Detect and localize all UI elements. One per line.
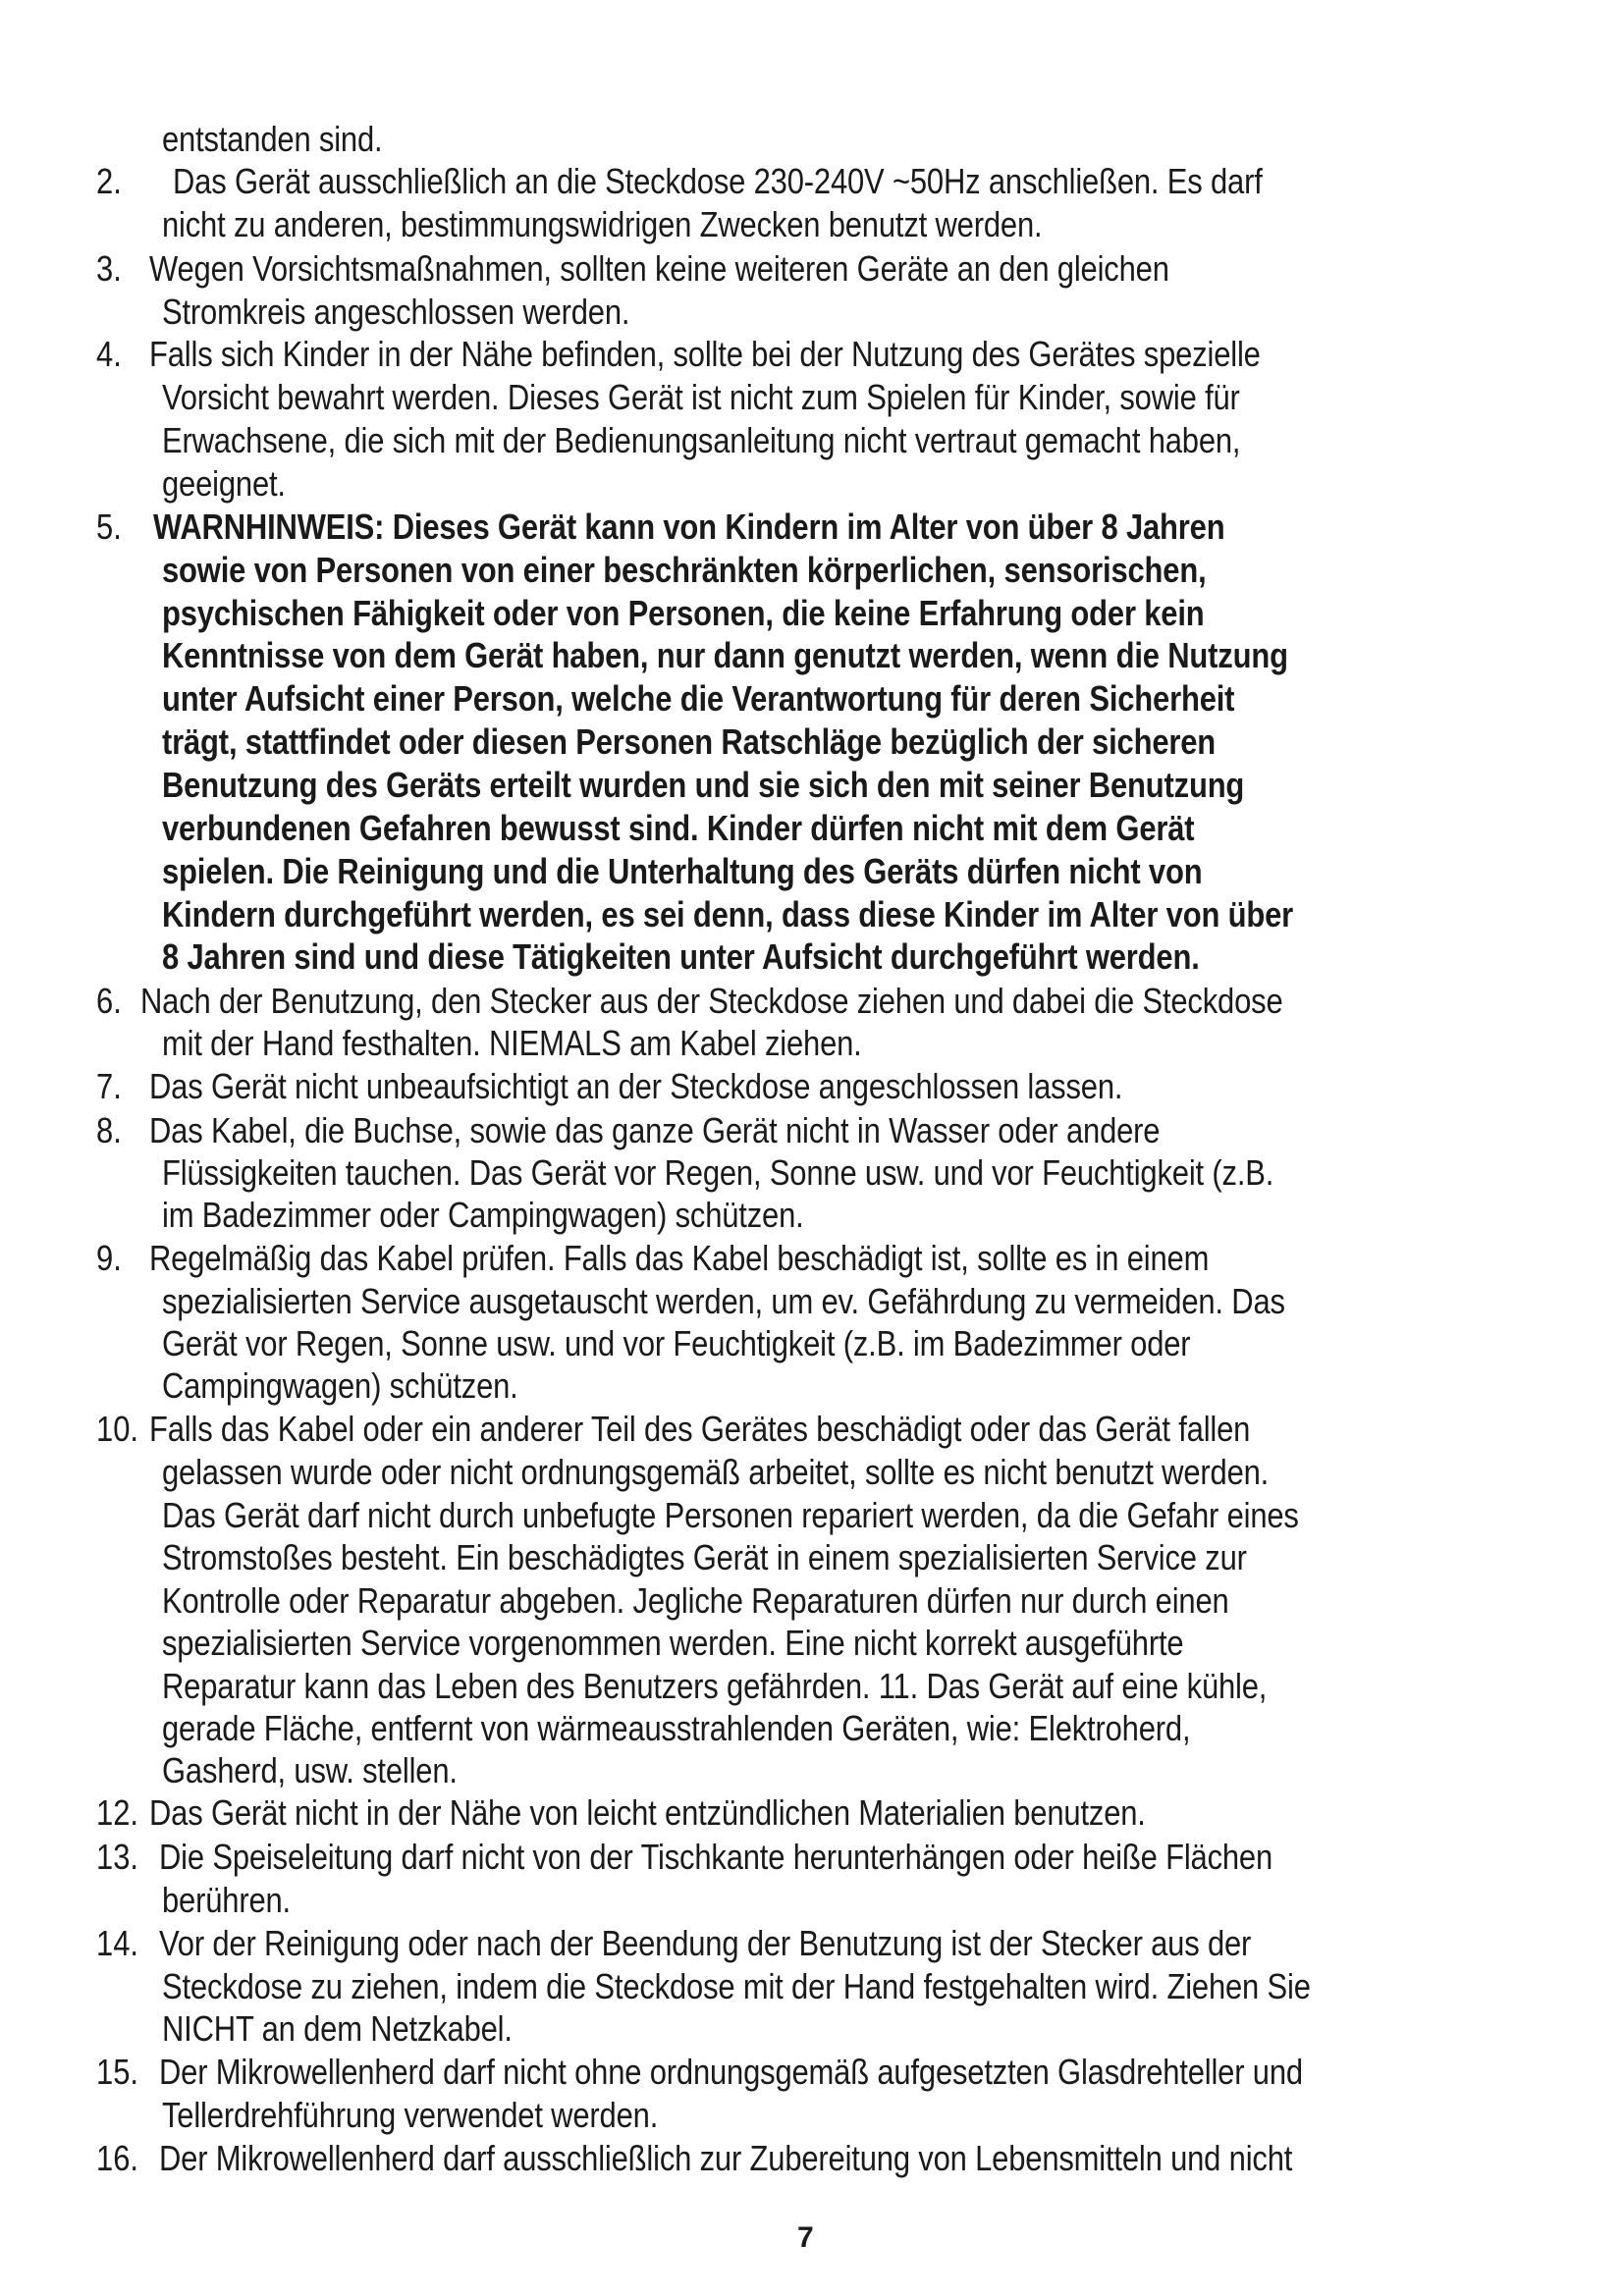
text-line: Vor der Reinigung oder nach der Beendung der Benutzung ist der Stecker aus der: [159, 1923, 1252, 1963]
warning-line: 8 Jahren sind und diese Tätigkeiten unter Aufsicht durchgeführt werden.: [162, 936, 1200, 977]
text-line: Regelmäßig das Kabel prüfen. Falls das Kabel beschädigt ist, sollte es in einem: [149, 1238, 1210, 1278]
item-number-14: 14.: [96, 1923, 139, 1963]
item-number-10: 10.: [96, 1409, 139, 1449]
item-number-8: 8.: [96, 1110, 122, 1150]
text-line: Falls sich Kinder in der Nähe befinden, sollte bei der Nutzung des Gerätes spezielle: [149, 334, 1261, 374]
text-line: spezialisierten Service vorgenommen werden. Eine nicht korrekt ausgeführte: [162, 1623, 1184, 1663]
text-line: Tellerdrehführung verwendet werden.: [162, 2095, 659, 2135]
text-line: mit der Hand festhalten. NIEMALS am Kabel ziehen.: [162, 1023, 862, 1063]
warning-line: Kenntnisse von dem Gerät haben, nur dann genutzt werden, wenn die Nutzung: [162, 635, 1288, 675]
item-number-4: 4.: [96, 334, 122, 374]
page-number: 7: [797, 2221, 814, 2254]
item-number-15: 15.: [96, 2052, 139, 2092]
text-line: Das Gerät nicht in der Nähe von leicht entzündlichen Materialien benutzen.: [149, 1792, 1146, 1833]
text-line: Gasherd, usw. stellen.: [162, 1750, 458, 1790]
text-line: Reparatur kann das Leben des Benutzers gefährden. 11. Das Gerät auf eine kühle,: [162, 1666, 1268, 1706]
text-line: spezialisierten Service ausgetauscht werden, um ev. Gefährdung zu vermeiden. Das: [162, 1281, 1285, 1321]
text-line: Erwachsene, die sich mit der Bedienungsanleitung nicht vertraut gemacht haben,: [162, 420, 1241, 460]
text-line: Der Mikrowellenherd darf nicht ohne ordnungsgemäß aufgesetzten Glasdrehteller und: [159, 2052, 1303, 2092]
item-number-5: 5.: [96, 507, 122, 547]
item-number-2: 2.: [96, 161, 122, 201]
text-line: Das Gerät darf nicht durch unbefugte Personen repariert werden, da die Gefahr eines: [162, 1495, 1299, 1535]
text-line: Der Mikrowellenherd darf ausschließlich zur Zubereitung von Lebensmitteln und nicht: [159, 2138, 1293, 2178]
warning-line: trägt, stattfindet oder diesen Personen Ratschläge bezüglich der sicheren: [162, 721, 1217, 762]
text-line: Wegen Vorsichtsmaßnahmen, sollten keine weiteren Geräte an den gleichen: [149, 248, 1169, 289]
item-number-6: 6.: [96, 981, 122, 1021]
text-line: Vorsicht bewahrt werden. Dieses Gerät ist nicht zum Spielen für Kinder, sowie für: [162, 377, 1240, 417]
text-line: Stromstoßes besteht. Ein beschädigtes Gerät in einem spezialisierten Service zur: [162, 1537, 1247, 1577]
text-line: Nach der Benutzung, den Stecker aus der Steckdose ziehen und dabei die Steckdose: [140, 981, 1283, 1021]
text-line: Das Gerät ausschließlich an die Steckdose 230-240V ~50Hz anschließen. Es darf: [173, 161, 1263, 201]
text-line: berühren.: [162, 1880, 291, 1920]
item-number-12: 12.: [96, 1792, 139, 1833]
text-line: geeignet.: [162, 463, 286, 504]
text-line: im Badezimmer oder Campingwagen) schützen.: [162, 1195, 804, 1235]
warning-line: psychischen Fähigkeit oder von Personen, die keine Erfahrung oder kein: [162, 593, 1205, 633]
warning-line: unter Aufsicht einer Person, welche die Verantwortung für deren Sicherheit: [162, 678, 1235, 719]
item-number-13: 13.: [96, 1837, 139, 1877]
item-number-9: 9.: [96, 1238, 122, 1278]
text-line: Steckdose zu ziehen, indem die Steckdose mit der Hand festgehalten wird. Ziehen Sie: [162, 1966, 1311, 2006]
text-line: Flüssigkeiten tauchen. Das Gerät vor Regen, Sonne usw. und vor Feuchtigkeit (z.B.: [162, 1152, 1274, 1193]
text-line: Das Gerät nicht unbeaufsichtigt an der Steckdose angeschlossen lassen.: [149, 1066, 1123, 1106]
warning-line: spielen. Die Reinigung und die Unterhaltung des Geräts dürfen nicht von: [162, 851, 1203, 891]
text-line: NICHT an dem Netzkabel.: [162, 2008, 513, 2049]
warning-line: Benutzung des Geräts erteilt wurden und sie sich den mit seiner Benutzung: [162, 765, 1245, 805]
item-number-16: 16.: [96, 2138, 139, 2178]
text-line: Stromkreis angeschlossen werden.: [162, 292, 630, 332]
warning-line: WARNHINWEIS: Dieses Gerät kann von Kindern im Alter von über 8 Jahren: [153, 507, 1225, 547]
warning-line: verbundenen Gefahren bewusst sind. Kinder dürfen nicht mit dem Gerät: [162, 808, 1195, 848]
text-line: Kontrolle oder Reparatur abgeben. Jegliche Reparaturen dürfen nur durch einen: [162, 1580, 1229, 1621]
warning-line: Kindern durchgeführt werden, es sei denn, dass diese Kinder im Alter von über: [162, 894, 1294, 934]
text-line: nicht zu anderen, bestimmungswidrigen Zwecken benutzt werden.: [162, 204, 1043, 244]
text-line: gelassen wurde oder nicht ordnungsgemäß arbeitet, sollte es nicht benutzt werden.: [162, 1452, 1270, 1492]
item-number-3: 3.: [96, 248, 122, 289]
text-line: Campingwagen) schützen.: [162, 1365, 518, 1406]
warning-line: sowie von Personen von einer beschränkten körperlichen, sensorischen,: [162, 550, 1207, 590]
text-line: entstanden sind.: [162, 119, 383, 159]
text-line: gerade Fläche, entfernt von wärmeausstrahlenden Geräten, wie: Elektroherd,: [162, 1708, 1191, 1748]
text-line: Die Speiseleitung darf nicht von der Tischkante herunterhängen oder heiße Flächen: [159, 1837, 1273, 1877]
text-line: Falls das Kabel oder ein anderer Teil des Gerätes beschädigt oder das Gerät fallen: [149, 1409, 1251, 1449]
item-number-7: 7.: [96, 1066, 122, 1106]
text-line: Gerät vor Regen, Sonne usw. und vor Feuchtigkeit (z.B. im Badezimmer oder: [162, 1323, 1191, 1363]
text-line: Das Kabel, die Buchse, sowie das ganze Gerät nicht in Wasser oder andere: [149, 1110, 1161, 1150]
